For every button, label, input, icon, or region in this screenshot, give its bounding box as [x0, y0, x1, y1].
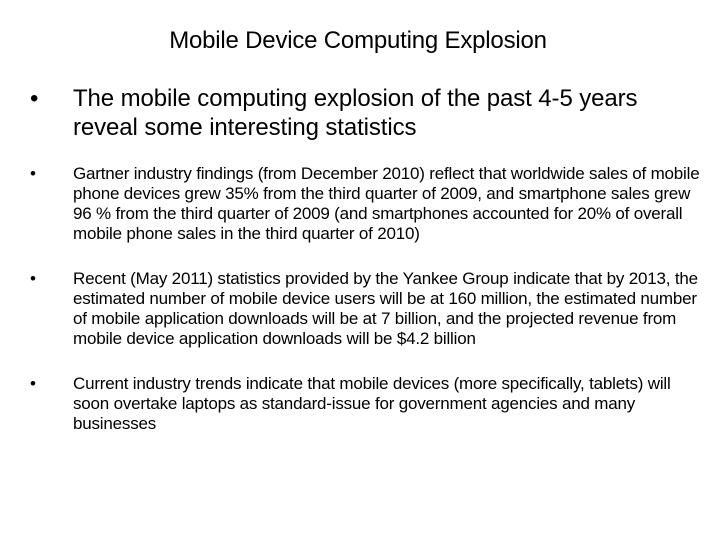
bullet-icon: •	[30, 269, 36, 288]
bullet-item-gartner	[30, 164, 700, 244]
bullet-item-trends	[30, 374, 700, 434]
bullet-item-intro	[30, 84, 700, 142]
bullet-list	[30, 84, 700, 459]
bullet-text: Recent (May 2011) statistics provided by the Yankee Group indicate that by 2013, the estimated number of mobile device users will be at 160 million, the estimated number of mobile application downloads will be at 7 billion, and the projected revenue from mobile device application downloads will be $4.2 billion	[73, 269, 698, 348]
bullet-icon: •	[30, 374, 36, 393]
bullet-icon: •	[30, 164, 36, 183]
bullet-text: The mobile computing explosion of the past 4-5 years reveal some interesting statistics	[73, 85, 638, 141]
slide-title	[0, 26, 728, 56]
slide-title-text: Mobile Device Computing Explosion	[169, 27, 547, 54]
bullet-icon: •	[30, 85, 39, 112]
bullet-item-yankee	[30, 269, 700, 349]
bullet-text: Current industry trends indicate that mobile devices (more specifically, tablets) will soon overtake laptops as standard-issue for government agencies and many businesses	[73, 374, 671, 433]
bullet-text: Gartner industry findings (from December 2010) reflect that worldwide sales of mobile phone devices grew 35% from the third quarter of 2009, and smartphone sales grew 96 % from the third quarter of 2009 (and smartphones accounted for 20% of overall mobile phone sales in the third quarter of 2010)	[73, 164, 700, 243]
